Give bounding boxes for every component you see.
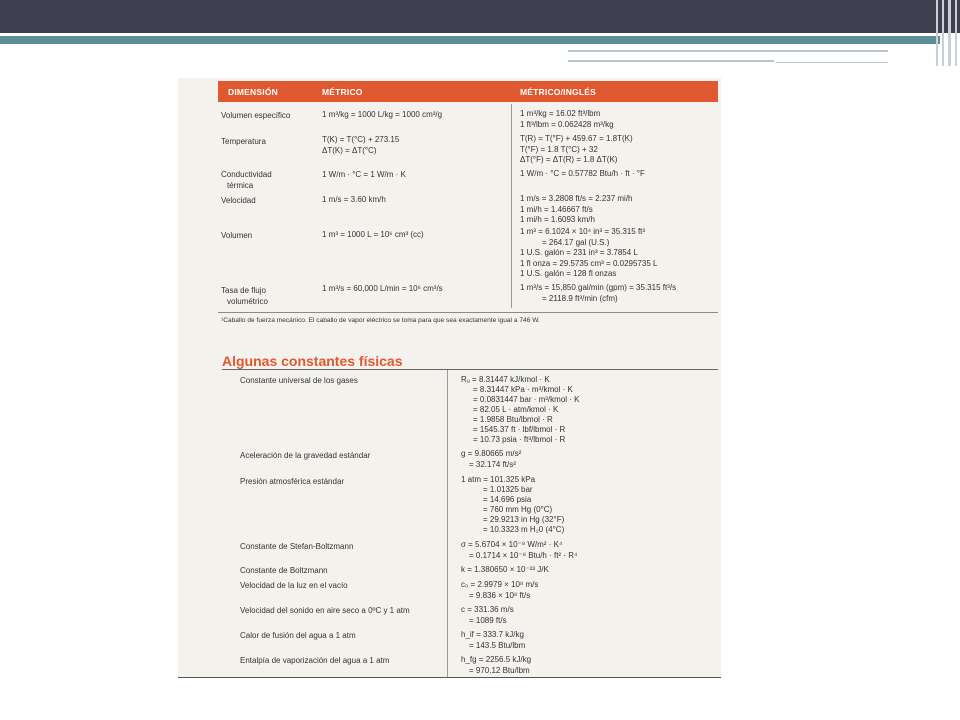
const-boltzmann-values: k = 1.380650 × 10⁻²³ J/K	[461, 565, 549, 574]
constants-title: Algunas constantes físicas	[222, 353, 403, 369]
const-gas-constant-values: Rᵤ = 8.31447 kJ/kmol · K = 8.31447 kPa · m³/kmol · K = 0.0831447 bar · m³/kmol · K = 82.05 L · atm/kmol · K = 1.9858 Btu/lbmol · R = 1545.37 ft · lbf/lbmol · R = 10.73 psia · ft³/lbmol · R	[461, 375, 580, 444]
constants-divider	[447, 370, 448, 678]
dim-volumen: Volumen	[221, 231, 253, 240]
slide-vertical-lines	[932, 0, 960, 66]
slide-teal-band	[0, 36, 940, 44]
dim-conductividad: Conductividad térmica	[221, 170, 272, 190]
const-light-values: c₀ = 2.9979 × 10⁸ m/s = 9.836 × 10⁸ ft/s	[461, 580, 539, 600]
metric-conductividad: 1 W/m · °C = 1 W/m · K	[322, 170, 406, 179]
slide-accent-line	[568, 50, 888, 52]
const-fusion-values: h_if = 333.7 kJ/kg = 143.5 Btu/lbm	[461, 630, 526, 650]
const-gravity-name: Aceleración de la gravedad estándar	[240, 451, 371, 460]
metric-temperatura: T(K) = T(°C) + 273.15 ΔT(K) = ΔT(°C)	[322, 135, 400, 155]
const-light-name: Velocidad de la luz en el vacío	[240, 581, 348, 590]
metric-velocidad: 1 m/s = 3.60 km/h	[322, 195, 386, 204]
dim-volumen-especifico: Volumen específico	[221, 111, 291, 120]
header-metric: MÉTRICO	[322, 86, 363, 97]
eng-volumen-especifico: 1 m³/kg = 16.02 ft³/lbm 1 ft³/lbm = 0.062428 m³/kg	[520, 109, 614, 129]
eng-temperatura: T(R) = T(°F) + 459.67 = 1.8T(K) T(°F) = 1.8 T(°C) + 32 ΔT(°F) = ΔT(R) = 1.8 ΔT(K)	[520, 134, 633, 164]
table-bottom-rule	[218, 312, 718, 313]
header-dimension: DIMENSIÓN	[228, 86, 278, 97]
dim-tasa-flujo: Tasa de flujo volumétrico	[221, 286, 268, 306]
eng-velocidad: 1 m/s = 3.2808 ft/s = 2.237 mi/h 1 mi/h = 1.46667 ft/s 1 mi/h = 1.6093 km/h	[520, 194, 633, 224]
const-vaporization-name: Entalpía de vaporización del agua a 1 atm	[240, 656, 390, 665]
const-sound-name: Velocidad del sonido en aire seco a 0ºC y 1 atm	[240, 606, 410, 615]
header-metric-english: MÉTRICO/INGLÉS	[520, 86, 596, 97]
const-vaporization-values: h_fg = 2256.5 kJ/kg = 970.12 Btu/lbm	[461, 655, 532, 675]
const-boltzmann-name: Constante de Boltzmann	[240, 566, 328, 575]
slide-top-bar	[0, 0, 960, 33]
metric-tasa-flujo: 1 m³/s = 60,000 L/min = 10⁶ cm³/s	[322, 284, 443, 293]
constants-title-rule	[222, 369, 718, 370]
const-atm-values: 1 atm = 101.325 kPa = 1.01325 bar = 14.696 psia = 760 mm Hg (0°C) = 29.9213 in Hg (32°F) = 10.3323 m H₂0 (4°C)	[461, 475, 565, 534]
metric-volumen-especifico: 1 m³/kg = 1000 L/kg = 1000 cm³/g	[322, 110, 443, 119]
const-gas-constant-name: Constante universal de los gases	[240, 376, 358, 385]
page-bottom-rule	[178, 677, 721, 678]
metric-volumen: 1 m³ = 1000 L = 10⁶ cm³ (cc)	[322, 230, 424, 239]
const-fusion-name: Calor de fusión del agua a 1 atm	[240, 631, 356, 640]
const-stefan-values: σ = 5.6704 × 10⁻⁸ W/m² · K⁴ = 0.1714 × 10⁻⁸ Btu/h · ft² · R⁴	[461, 540, 578, 560]
dim-velocidad: Velocidad	[221, 196, 256, 205]
table-footnote: ¹Caballo de fuerza mecánico. El caballo de vapor eléctrico se toma para que sea exactamente igual a 746 W.	[221, 317, 540, 324]
const-stefan-name: Constante de Stefan-Boltzmann	[240, 542, 354, 551]
table-header-row	[218, 81, 718, 102]
const-atm-name: Presión atmosférica estándar	[240, 477, 345, 486]
const-gravity-values: g = 9.80665 m/s² = 32.174 ft/s²	[461, 449, 522, 469]
eng-tasa-flujo: 1 m³/s = 15,850 gal/min (gpm) = 35.315 ft³/s = 2118.9 ft³/min (cfm)	[520, 283, 677, 303]
eng-volumen: 1 m³ = 6.1024 × 10⁴ in³ = 35.315 ft³ = 264.17 gal (U.S.) 1 U.S. galón = 231 in³ = 3.7854 L 1 fl onza = 29.5735 cm³ = 0.0295735 L 1 U.S. galón = 128 fl onzas	[520, 227, 658, 278]
slide-accent-line-2	[568, 60, 774, 62]
eng-conductividad: 1 W/m · °C = 0.57782 Btu/h · ft · °F	[520, 169, 645, 178]
dim-temperatura: Temperatura	[221, 137, 266, 146]
slide-accent-line-3	[776, 62, 888, 63]
column-divider	[511, 104, 512, 308]
const-sound-values: c = 331.36 m/s = 1089 ft/s	[461, 605, 514, 625]
